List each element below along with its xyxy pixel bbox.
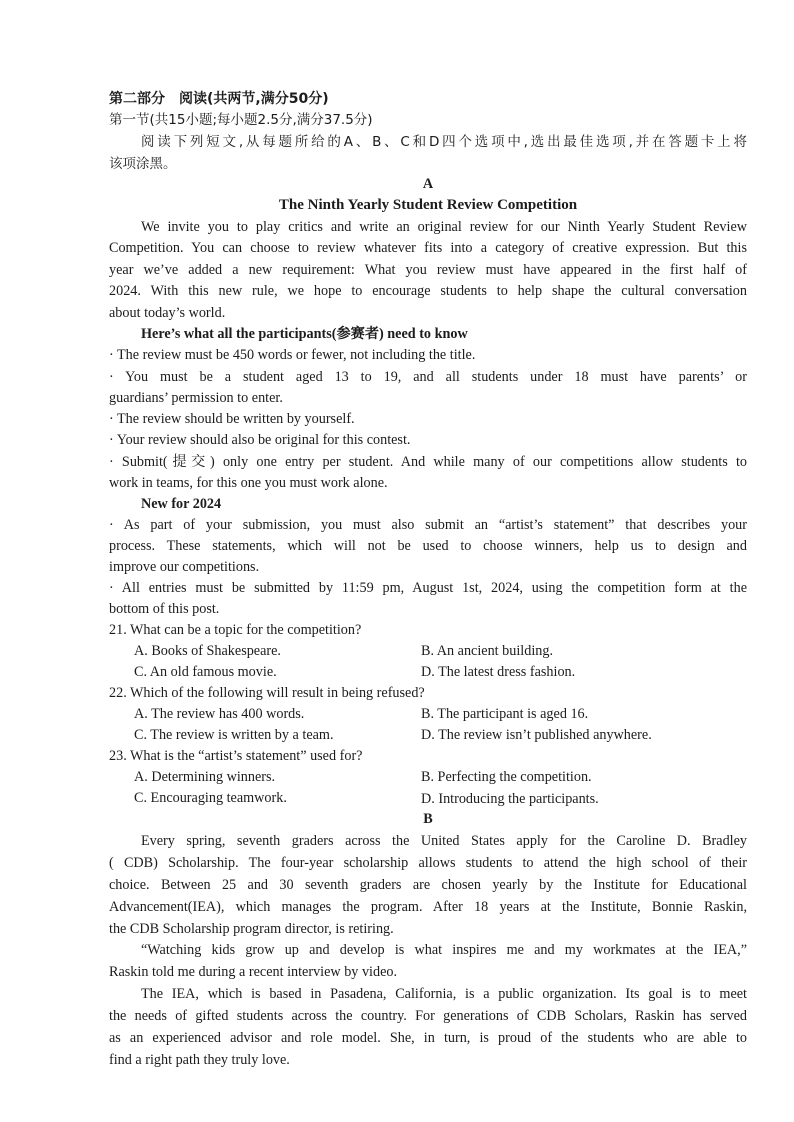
passage-b-p3-line: the needs of gifted students across the country. For generations of CDB Scholars, Raskin has served [109,1008,747,1024]
question-23-option-c: C. Encouraging teamwork. [134,790,287,806]
passage-a-p1-line: about today’s world. [109,305,226,321]
passage-a-subheading-new: New for 2024 [141,496,222,512]
passage-b-p1-line: the CDB Scholarship program director, is retiring. [109,921,394,937]
rule-item: · The review should be written by yourself. [109,411,355,427]
question-23-option-d: D. Introducing the participants. [421,791,599,807]
passage-b-letter: B [423,811,433,827]
rule-item: · Your review should also be original for this contest. [109,432,411,448]
question-22-option-d: D. The review isn’t published anywhere. [421,727,652,743]
rule-item: · Submit(提交) only one entry per student. And while many of our competitions allow students to [109,454,747,470]
instructions-line-1: 阅读下列短文,从每题所给的A、B、C和D四个选项中,选出最佳选项,并在答题卡上将 [141,134,747,150]
question-23-stem: 23. What is the “artist’s statement” used for? [109,748,363,764]
passage-a-p1-line: year we’ve added a new requirement: What you review must have appeared in the first half of [109,262,747,278]
part-heading: 第二部分 阅读(共两节,满分50分) [109,91,329,107]
rule-item: · The review must be 450 words or fewer, not including the title. [109,347,476,363]
rule-item: work in teams, for this one you must work alone. [109,475,388,491]
question-21-option-d: D. The latest dress fashion. [421,664,576,680]
passage-a-letter: A [422,176,434,192]
new-rule-item: · As part of your submission, you must also submit an “artist’s statement” that describes your [109,517,747,533]
passage-a-subheading-participants: Here’s what all the participants(参赛者) need to know [141,326,468,342]
question-23-option-b: B. Perfecting the competition. [421,769,592,785]
new-rule-item: process. These statements, which will not be used to choose winners, help us to design and [109,538,747,554]
passage-b-p1-line: ( CDB) Scholarship. The four-year scholarship allows students to attend the high school of their [109,855,747,871]
passage-a-p1-line: 2024. With this new rule, we hope to encourage students to help shape the cultural conversation [109,283,747,299]
instructions-line-2: 该项涂黑。 [109,156,177,172]
new-rule-item: bottom of this post. [109,601,220,617]
passage-b-p3-line: find a right path they truly love. [109,1052,290,1068]
question-22-stem: 22. Which of the following will result in being refused? [109,685,425,701]
question-22-option-a: A. The review has 400 words. [134,706,305,722]
passage-b-p3-line: The IEA, which is based in Pasadena, California, is a public organization. Its goal is to meet [141,986,747,1002]
question-23-option-a: A. Determining winners. [134,769,276,785]
section-heading: 第一节(共15小题;每小题2.5分,满分37.5分) [109,112,373,128]
question-21-stem: 21. What can be a topic for the competition? [109,622,362,638]
new-rule-item: · All entries must be submitted by 11:59 pm, August 1st, 2024, using the competition form at the [109,580,747,596]
question-21-option-a: A. Books of Shakespeare. [134,643,281,659]
passage-b-p2-line: “Watching kids grow up and develop is what inspires me and my workmates at the IEA,” [141,942,747,958]
rule-item: · You must be a student aged 13 to 19, and all students under 18 must have parents’ or [109,369,747,385]
passage-b-p2-line: Raskin told me during a recent interview by video. [109,964,398,980]
passage-a-p1-line: We invite you to play critics and write an original review for our Ninth Yearly Student Review [141,219,747,235]
passage-b-p3-line: as an experienced advisor and role model. She, in turn, is proud of the students who are able to [109,1030,747,1046]
question-22-option-b: B. The participant is aged 16. [421,706,589,722]
question-21-option-c: C. An old famous movie. [134,664,277,680]
passage-a-title: The Ninth Yearly Student Review Competition [278,197,578,213]
passage-b-p1-line: Every spring, seventh graders across the United States apply for the Caroline D. Bradley [141,833,747,849]
question-22-option-c: C. The review is written by a team. [134,727,334,743]
passage-b-p1-line: Advancement(IEA), which manages the program. After 18 years at the Institute, Bonnie Raskin, [109,899,747,915]
passage-b-p1-line: choice. Between 25 and 30 seventh graders are chosen yearly by the Institute for Educational [109,877,747,893]
rule-item: guardians’ permission to enter. [109,390,283,406]
question-21-option-b: B. An ancient building. [421,643,554,659]
new-rule-item: improve our competitions. [109,559,260,575]
passage-a-p1-line: Competition. You can choose to review whatever fits into a category of creative expression. But this [109,240,747,256]
